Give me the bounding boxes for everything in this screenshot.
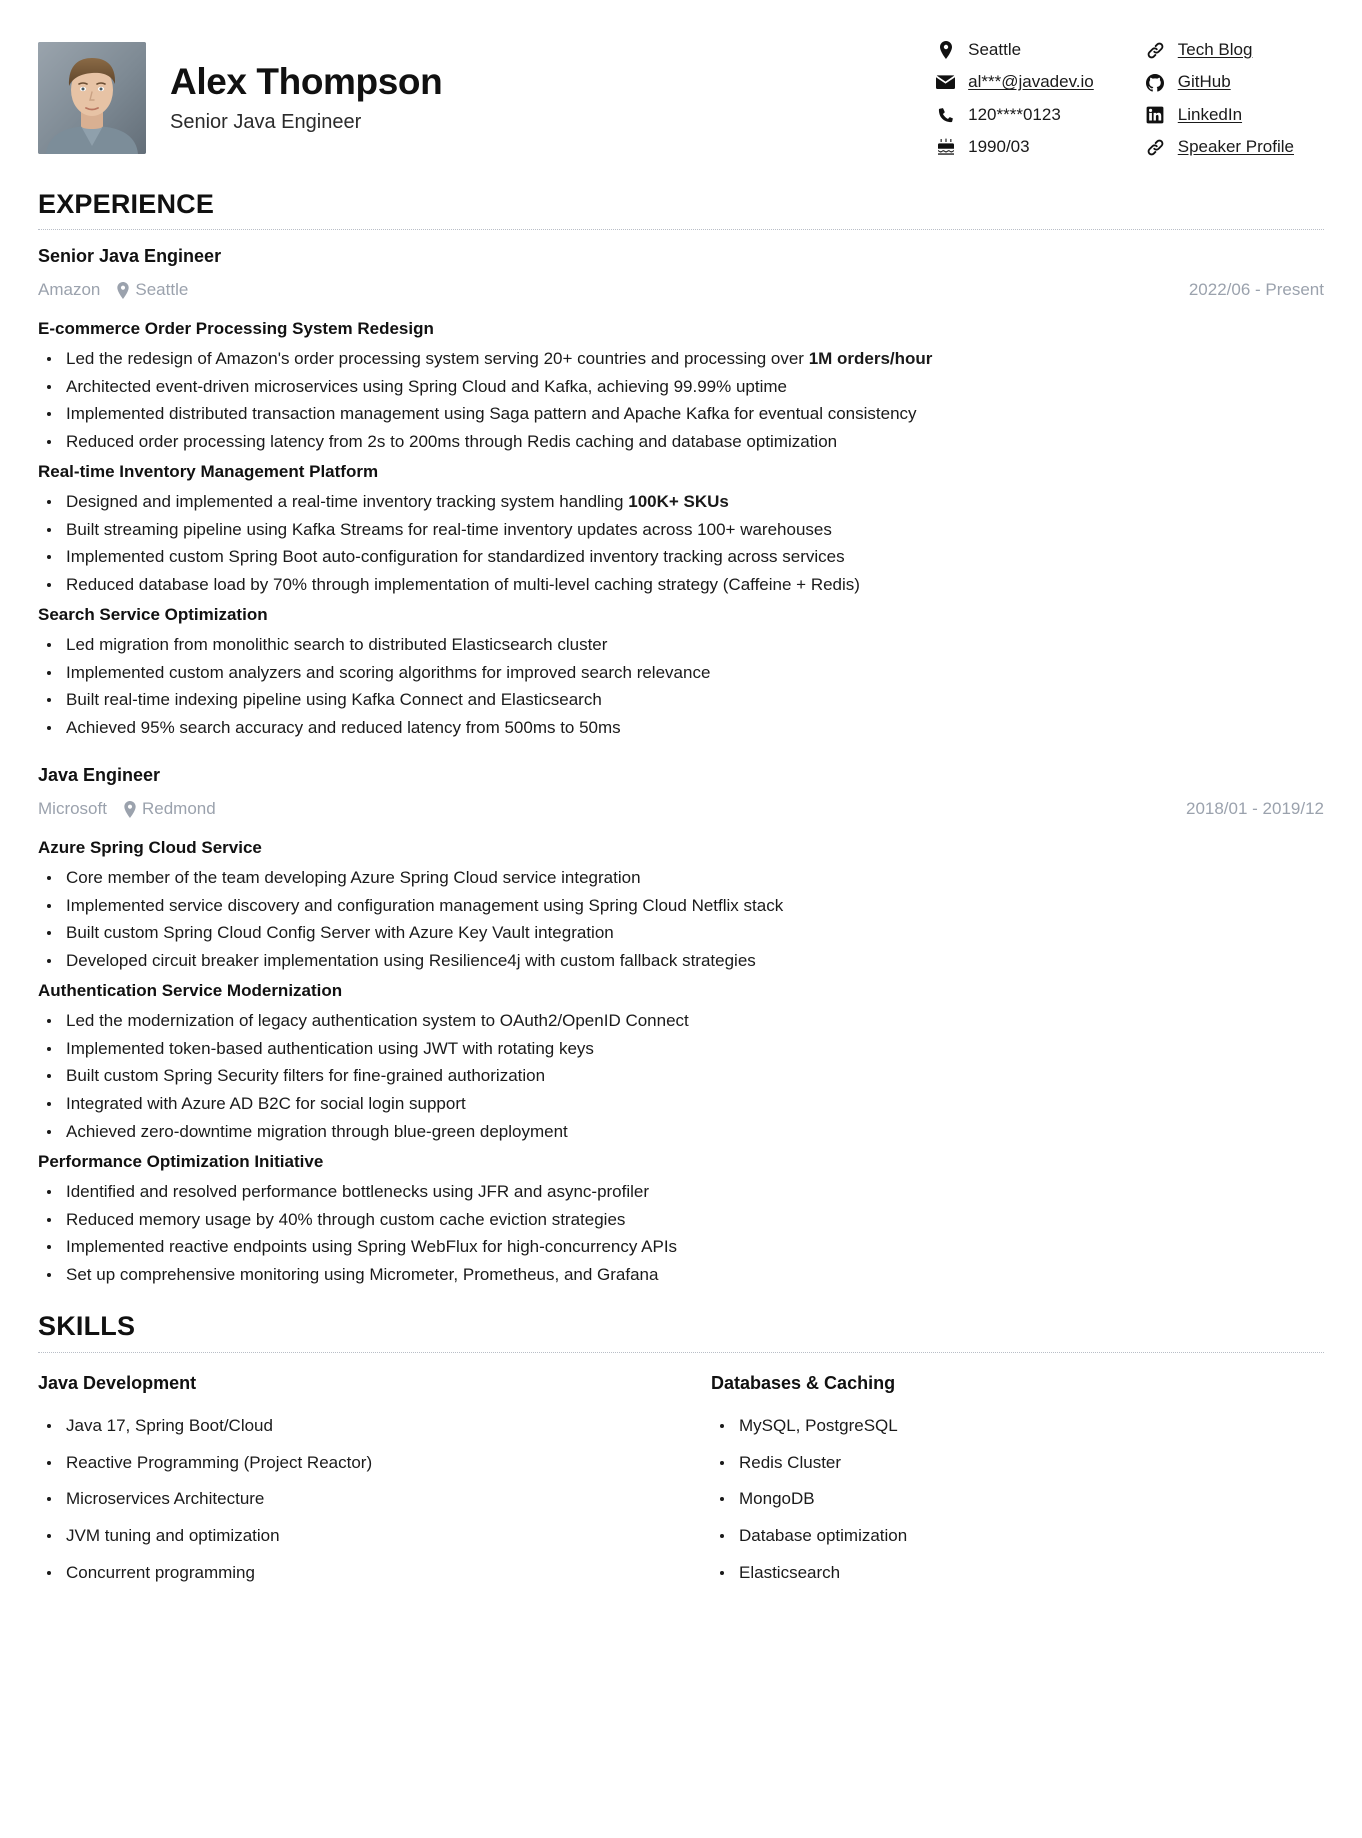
page-title: Alex Thompson xyxy=(170,60,443,102)
job-company: Amazon xyxy=(38,279,101,299)
skill-item: MySQL, PostgreSQL xyxy=(711,1412,1324,1440)
project-bullet-list xyxy=(38,631,1324,741)
skill-item: Concurrent programming xyxy=(38,1559,651,1587)
contact-email-link[interactable]: al***@javadev.io xyxy=(968,72,1094,92)
bullet-item: Set up comprehensive monitoring using Micrometer, Prometheus, and Grafana xyxy=(38,1261,1324,1289)
skill-item: Elasticsearch xyxy=(711,1559,1324,1587)
contact-location-text: Seattle xyxy=(968,40,1022,59)
skill-item: Java 17, Spring Boot/Cloud xyxy=(38,1412,651,1440)
job-title: Senior Java Engineer xyxy=(38,246,222,267)
project-bullet-list xyxy=(38,345,1324,455)
job-location xyxy=(123,799,216,819)
contact-column-left xyxy=(936,40,1094,158)
skill-item-list xyxy=(711,1412,1324,1586)
bullet-item: Implemented reactive endpoints using Spring WebFlux for high-concurrency APIs xyxy=(38,1233,1324,1261)
project-title: Search Service Optimization xyxy=(38,605,268,625)
skill-category-title: Java Development xyxy=(38,1372,197,1393)
bullet-item: Designed and implemented a real-time inventory tracking system handling 100K+ SKUs xyxy=(38,488,1324,516)
skill-category-title: Databases & Caching xyxy=(711,1372,896,1393)
profile-headline: Senior Java Engineer xyxy=(170,111,362,134)
contact-phone xyxy=(936,105,1094,125)
job-meta xyxy=(38,280,1324,300)
job-meta-left xyxy=(38,799,216,819)
envelope-icon xyxy=(936,73,955,92)
bullet-item: Built custom Spring Security filters for fine-grained authorization xyxy=(38,1062,1324,1090)
bullet-item: Developed circuit breaker implementation using Resilience4j with custom fallback strategies xyxy=(38,947,1324,975)
contact-birthday-text: 1990/03 xyxy=(968,137,1030,157)
bullet-item: Led migration from monolithic search to distributed Elasticsearch cluster xyxy=(38,631,1324,659)
project-title: E-commerce Order Processing System Redesign xyxy=(38,319,434,339)
skill-category xyxy=(38,1373,651,1595)
bullet-item: Reduced database load by 70% through implementation of multi-level caching strategy (Caffeine + Redis) xyxy=(38,571,1324,599)
section-title-experience: EXPERIENCE xyxy=(38,188,215,219)
experience-job-list xyxy=(38,246,1324,1288)
contact-tech-blog-link[interactable]: Tech Blog xyxy=(1177,40,1253,59)
identity-block xyxy=(38,34,442,154)
bullet-item: Led the modernization of legacy authentication system to OAuth2/OpenID Connect xyxy=(38,1007,1324,1035)
skill-item: Database optimization xyxy=(711,1522,1324,1550)
location-pin-icon xyxy=(936,41,955,60)
experience-entry xyxy=(38,246,1324,741)
section-skills xyxy=(38,1312,1324,1595)
bullet-item: Identified and resolved performance bottlenecks using JFR and async-profiler xyxy=(38,1178,1324,1206)
project-bullet-list xyxy=(38,864,1324,974)
bullet-item: Led the redesign of Amazon's order processing system serving 20+ countries and processing over 1M orders/hour xyxy=(38,345,1324,373)
skill-item: MongoDB xyxy=(711,1485,1324,1513)
project-bullet-list xyxy=(38,1007,1324,1145)
bullet-item: Implemented token-based authentication using JWT with rotating keys xyxy=(38,1035,1324,1063)
skill-item: JVM tuning and optimization xyxy=(38,1522,651,1550)
bullet-item: Built real-time indexing pipeline using Kafka Connect and Elasticsearch xyxy=(38,686,1324,714)
bullet-item: Core member of the team developing Azure Spring Cloud service integration xyxy=(38,864,1324,892)
job-location xyxy=(116,280,188,300)
experience-entry xyxy=(38,765,1324,1288)
skill-item: Redis Cluster xyxy=(711,1449,1324,1477)
section-title-skills: SKILLS xyxy=(38,1311,136,1342)
contact-birthday xyxy=(936,137,1094,157)
link-icon xyxy=(1146,41,1165,60)
bullet-item: Reduced memory usage by 40% through custom cache eviction strategies xyxy=(38,1206,1324,1234)
contact-tech-blog[interactable] xyxy=(1146,40,1294,60)
job-dates: 2018/01 - 2019/12 xyxy=(1185,799,1324,819)
github-icon xyxy=(1146,73,1165,92)
contact-linkedin[interactable] xyxy=(1146,105,1294,125)
bullet-item: Achieved 95% search accuracy and reduced latency from 500ms to 50ms xyxy=(38,714,1324,742)
birthday-cake-icon xyxy=(936,138,955,157)
job-dates: 2022/06 - Present xyxy=(1188,279,1324,299)
contact-speaker-profile-link[interactable]: Speaker Profile xyxy=(1177,137,1294,157)
project-title: Azure Spring Cloud Service xyxy=(38,838,262,858)
skill-category xyxy=(711,1373,1324,1595)
portrait-photo-icon xyxy=(38,42,146,154)
job-location-text: Redmond xyxy=(141,799,216,819)
contact-email[interactable] xyxy=(936,72,1094,92)
skill-item-list xyxy=(38,1412,651,1586)
section-experience xyxy=(38,190,1324,1289)
skill-item: Reactive Programming (Project Reactor) xyxy=(38,1449,651,1477)
project-bullet-list xyxy=(38,1178,1324,1288)
job-company: Microsoft xyxy=(38,799,107,819)
linkedin-icon xyxy=(1146,105,1165,124)
bullet-item: Implemented custom analyzers and scoring algorithms for improved search relevance xyxy=(38,659,1324,687)
contact-phone-text: 120****0123 xyxy=(968,104,1061,124)
bullet-item: Implemented service discovery and configuration management using Spring Cloud Netflix stack xyxy=(38,892,1324,920)
section-divider xyxy=(38,229,1324,230)
contact-github-link[interactable]: GitHub xyxy=(1177,72,1231,92)
bullet-item: Implemented custom Spring Boot auto-configuration for standardized inventory tracking across services xyxy=(38,543,1324,571)
avatar xyxy=(38,42,146,154)
bullet-item: Implemented distributed transaction management using Saga pattern and Apache Kafka for eventual consistency xyxy=(38,400,1324,428)
bullet-item: Built streaming pipeline using Kafka Streams for real-time inventory updates across 100+ warehouses xyxy=(38,516,1324,544)
project-title: Performance Optimization Initiative xyxy=(38,1152,324,1172)
link-icon xyxy=(1146,138,1165,157)
location-pin-icon xyxy=(123,801,137,818)
contact-column-right xyxy=(1146,40,1294,158)
contact-location xyxy=(936,40,1094,60)
project-title: Authentication Service Modernization xyxy=(38,981,343,1001)
project-title: Real-time Inventory Management Platform xyxy=(38,462,379,482)
name-block xyxy=(170,60,443,134)
resume-header xyxy=(38,34,1324,168)
job-location-text: Seattle xyxy=(135,279,189,299)
contact-github[interactable] xyxy=(1146,72,1294,92)
contact-block xyxy=(936,34,1324,158)
bullet-item: Reduced order processing latency from 2s to 200ms through Redis caching and database optimization xyxy=(38,428,1324,456)
job-meta-left xyxy=(38,280,188,300)
skill-item: Microservices Architecture xyxy=(38,1485,651,1513)
job-title: Java Engineer xyxy=(38,765,161,786)
project-bullet-list xyxy=(38,488,1324,598)
skills-grid xyxy=(38,1369,1324,1595)
bullet-item: Integrated with Azure AD B2C for social login support xyxy=(38,1090,1324,1118)
bullet-item: Achieved zero-downtime migration through blue-green deployment xyxy=(38,1118,1324,1146)
contact-linkedin-link[interactable]: LinkedIn xyxy=(1177,104,1243,124)
bullet-item: Built custom Spring Cloud Config Server with Azure Key Vault integration xyxy=(38,919,1324,947)
job-meta xyxy=(38,799,1324,819)
phone-icon xyxy=(936,105,955,124)
location-pin-icon xyxy=(116,282,130,299)
contact-speaker-profile[interactable] xyxy=(1146,137,1294,157)
section-divider xyxy=(38,1352,1324,1353)
bullet-item: Architected event-driven microservices using Spring Cloud and Kafka, achieving 99.99% uptime xyxy=(38,373,1324,401)
